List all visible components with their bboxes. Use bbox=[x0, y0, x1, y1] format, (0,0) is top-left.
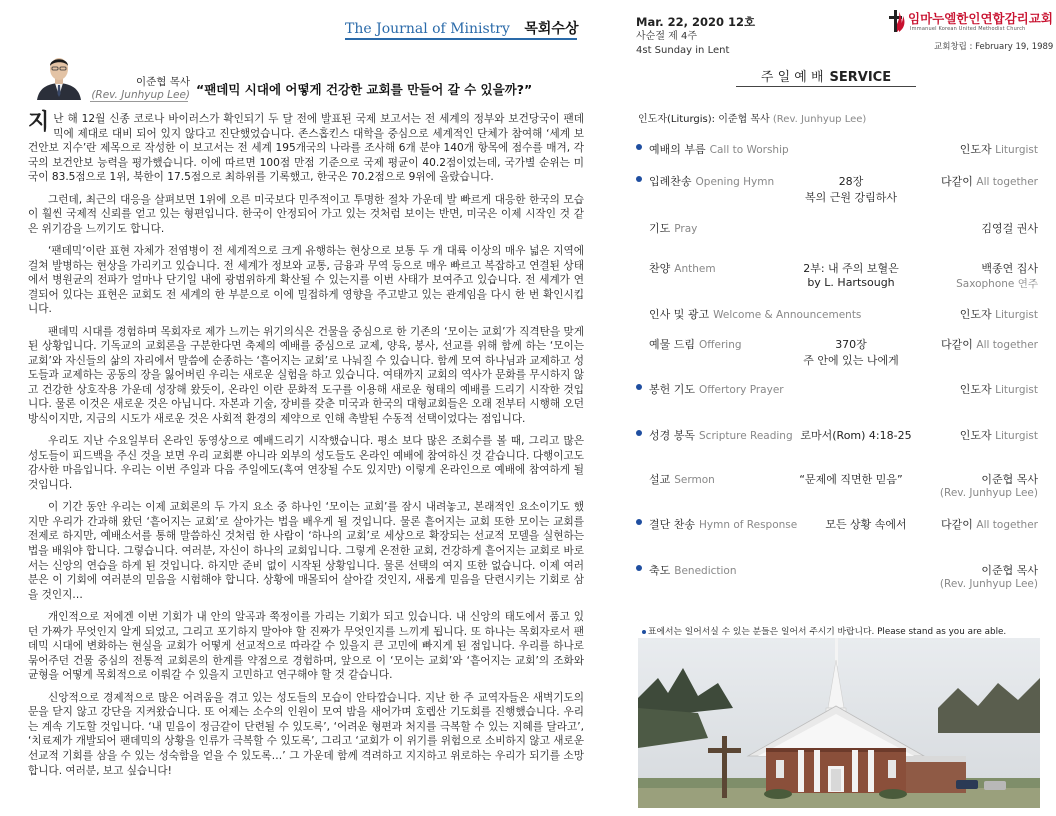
article-headline: “팬데믹 시대에 어떻게 건강한 교회를 만들어 갈 수 있을까?” bbox=[196, 82, 533, 97]
author-byline bbox=[90, 76, 190, 102]
article-body bbox=[28, 109, 584, 786]
liturgis-line bbox=[638, 110, 866, 125]
church-founded: 교회창립 : February 19, 1989 bbox=[934, 42, 1054, 52]
article-paragraph: 우리도 지난 수요일부터 온라인 동영상으로 예배드리기 시작했습니다. 평소 보다 많은 조회수를 볼 때, 그리고 많은 성도들이 피드백을 주신 것을 보면 우리 교회뿐 아니라 외부의 성도들도 온라인 예배에 참여하신 것 같습니다. 다행이고도 감사한 마음입니다. 우리는 이번 주일과 다음 주일에도(혹여 연장될 수도 있지만) 이렇게 온라인으로 예배에 참여하게 될 것입니다. bbox=[28, 435, 584, 492]
article-paragraph: 그런데, 최근의 대응을 살펴보면 1위에 오른 미국보다 민주적이고 투명한 절차 가운데 발 빠르게 대응한 한국의 모습이 훨씬 국제적 신뢰를 얻고 있는 형편입니다. 한국이 안정되어 가고 있는 것처럼 보이는 반면, 미국은 이제 시작인 것 같은 위기감을 느끼기도 합니다. bbox=[28, 193, 584, 235]
service-title-ko: 주 일 예 배 bbox=[760, 70, 824, 85]
article-dropcap: 지 bbox=[28, 109, 50, 135]
season-ko: 사순절 제 4주 bbox=[636, 31, 698, 42]
article-paragraph: 개인적으로 저에겐 이번 기회가 내 안의 알곡과 쭉정이를 가리는 기회가 되고 있습니다. 내 신앙의 태도에서 품고 있던 가짜가 무엇인지 알게 되었고, 그리고 포기하지 말아야 할 진짜가 무엇인지를 느끼게 됩니다. 또 하나는 목회자로서 팬데믹 시대에 변화하는 현실을 교회가 어떻게 선교적으로 따라갈 수 있을지 큰 고민에 빠지게 된 점입니다. 우리를 하나로 묶어주던 건물 중심의 전통적 교회론의 한계를 약점으로 경험하며, 앞으로 이 ‘모이는 교회’와 ‘흩어지는 교회’의 조화와 균형을 어떻게 목회적으로 이뤄갈 수 있을지 고민하고 연구해야 할 것 같습니다. bbox=[28, 610, 584, 682]
bullet-icon bbox=[642, 630, 646, 634]
service-title bbox=[736, 66, 916, 85]
journal-title-ko: 목회수상 bbox=[524, 21, 579, 37]
church-logo bbox=[886, 8, 1053, 38]
article-paragraph: 신앙적으로 경제적으로 많은 어려움을 겪고 있는 성도들의 모습이 안타깝습니다. 지난 한 주 교역자들은 새벽기도의 문을 닫지 않고 강단을 지켜왔습니다. 또 어제는 소수의 인원이 모여 밤을 새어가며 호렙산 기도회를 진행했습니다. 우리는 계속 기도할 것입니다. ‘내 믿음이 정금같이 단련될 수 있도록’, ‘어려운 형편과 처지를 극복할 수 있는 지혜를 달라고’, ‘치료제가 개발되어 팬데믹의 상황을 인류가 극복할 수 있도록’, 그리고 ‘교회가 이 위기를 위험으로 소비하지 않고 새로운 선교적 기회를 삼을 수 있는 성숙함을 얻을 수 있도록…’ 그 가운데 함께 격려하고 지지하고 위로하는 우리가 되기를 소망합니다. 여러분, 보고 싶습니다! bbox=[28, 691, 584, 777]
author-name-en: (Rev. Junhyup Lee) bbox=[91, 89, 190, 101]
article-paragraph: 지난 해 12월 신종 코로나 바이러스가 확인되기 두 달 전에 발표된 국제 보고서는 전 세계의 정부와 보건당국이 팬데믹에 제대로 대비 되어 있지 않다고 진단했었습니다. 존스홉킨스 대학을 중심으로 세계적인 단체가 참여해 ‘세계 보건안보 지수’란 제목으로 작성한 이 보고서는 전 세계 195개국의 나라를 조사해 6개 분야 140개 항목에 점수를 매겨, 각 국의 보건안보 능력을 평가했습니다. 이에 따르면 100점 만점 기준으로 국제 평균이 40.2점이었는데, 국가별 순위는 미국이 83.5점으로 1위, 북한이 17.5점으로 최하위를 기록했고, 한국은 70.2점으로 9위에 올랐습니다. bbox=[28, 109, 584, 184]
service-title-rule bbox=[736, 86, 916, 87]
bullet-icon bbox=[636, 384, 642, 390]
church-name-ko: 임마누엘한인연합감리교회 bbox=[908, 11, 1053, 26]
cross-flame-icon bbox=[886, 8, 906, 34]
church-building-photo bbox=[638, 638, 1040, 808]
journal-header-rule bbox=[345, 38, 577, 40]
liturgis-en: (Rev. Junhyup Lee) bbox=[772, 114, 867, 125]
article-paragraph: 팬데믹 시대를 경험하며 목회자로 제가 느끼는 위기의식은 건물을 중심으로 한 기존의 ‘모이는 교회’가 직격탄을 맞게 된 상황입니다. 기독교의 교회론을 구분한다면 축제의 예배를 중심으로 교제, 양육, 봉사, 선교를 위해 함께 하는 ‘모이는 교회’와 자신들의 삶의 자리에서 말씀에 순종하는 ‘흩어지는 교회’로 나눠질 수 있습니다. 함께 모여 하나님과 교제하고 성도들과 교제하는 공동의 장을 잃어버린 우리는 새로운 실험을 하고 있습니다. 여태까지 교회의 역사가 문화를 무시하지 않고 건강한 상호작용 가운데 성장해 왔듯이, 온라인 이란 문화적 도구를 이용해 새로운 형태의 예배를 드리기 시작한 것입니다. 물론 이것은 새로운 것은 아닙니다. 자본과 기술, 장비를 갖춘 미국과 한국의 대형교회들은 오래 전부터 시행해 오던 방식이지만, 지금의 시도가 새로운 것은 사회적 환경의 제약으로 인해 촉발된 수동적 선택이었다는 점입니다. bbox=[28, 325, 584, 426]
journal-header bbox=[345, 18, 578, 38]
author-photo bbox=[33, 52, 85, 100]
bullet-icon bbox=[636, 176, 642, 182]
author-name-ko: 이준협 목사 bbox=[135, 76, 190, 88]
bulletin-season bbox=[636, 30, 729, 58]
bulletin-page: Mar. 22, 2020 12호 사순절 제 4주 4st Sunday in Lent 임마누엘한인연합감리교회 Immanuel Korean United Methodist Church 교회창립 : February 19, 1989 주 일 예 배 SERVICE 인도자(Liturgis): 이준협 목사 (Rev. Junhyup Lee) 예배의 부름 Call to Worship 인도자 Liturgist 입례찬송 Opening Hymn 28장 복의 근원 강림하사 다같이 All together 기도 Pray 김영걸 권사 찬양 Anthem 2부: 내 주의 보혈은 by L. Hartsough 백종연 집사 Saxophone 연주 인사 및 광고 Welcome & Announcements 인도자 Liturgist 예물 드림 Offering 370장 주 안에 있는 나에게 다같이 All together 봉헌 기도 Offertory Prayer 인도자 Liturgist 성경 봉독 Scripture Reading 로마서(Rom) 4:18-25 인도자 Liturgist 설교 Sermon “문제에 직면한 믿음” 이준협 목사 (Rev. Junhyup Lee) 결단 찬송 Hymn of Response 모든 상황 속에서 다같이 All together 축도 Benediction 이준협 목사 (Rev. Junhyup Lee) 표에서는 일어서실 수 있는 분들은 일어서 주시기 바랍니다. Please stand as you are able. bbox=[616, 0, 1056, 816]
article-paragraph: ‘팬데믹’이란 표현 자체가 전염병이 전 세계적으로 크게 유행하는 현상으로 보통 두 개 대륙 이상의 매우 넓은 지역에 걸쳐 발병하는 현상을 가리키고 있습니다. 전 세계가 정보와 교통, 금융과 무역 등으로 매우 빠르고 복잡하고 연결된 상태에서 병원균의 전파가 얼마나 단기일 내에 광범위하게 확산될 수 있는지를 이번 사태가 보여주고 있습니다. 전 세계가 연결되어 있다는 표현은 교회도 전 세계의 한 부분으로 이에 밀접하게 영향을 주고받고 있는 관계임을 다시 한 번 확인시킵니다. bbox=[28, 244, 584, 316]
service-title-en: SERVICE bbox=[829, 70, 892, 85]
bullet-icon bbox=[636, 519, 642, 525]
journal-title-en: The Journal of Ministry bbox=[345, 21, 510, 37]
liturgis-ko: 인도자(Liturgis): 이준협 목사 bbox=[638, 114, 770, 125]
bullet-icon bbox=[636, 430, 642, 436]
season-en: 4st Sunday in Lent bbox=[636, 45, 730, 56]
bullet-icon bbox=[636, 144, 642, 150]
article-paragraph: 이 기간 동안 우리는 이제 교회론의 두 가지 요소 중 하나인 ‘모이는 교회’를 잠시 내려놓고, 본래적인 요소이기도 했지만 우리가 간과해 왔던 ‘흩어지는 교회’로 살아가는 법을 배우게 될 것입니다. 물론 흩어지는 교회 또한 모이는 교회를 전제로 하지만, 예배소서를 통해 말씀하신 것처럼 한 사람이 ‘하나의 교회’로 세상으로 확장되는 선교적 모델을 실현하는 법을 배워야 합니다. 그렇습니다. 여러분, 자신이 하나의 교회입니다. 그렇게 온전한 교회, 건강하게 흩어지는 교회로 바로 서는 신앙의 연습을 하게 된 것입니다. 하지만 준비 없이 시작된 상황입니다. 물론 선택의 여지 또한 없습니다. 이제 여러분은 이 기회에 여러분의 믿음을 시험해야 합니다. 상황에 매몰되어 살아갈 것인지, 새롭게 믿음을 단련시키는 기회로 삼을 것인지… bbox=[28, 501, 584, 601]
author-underline bbox=[90, 101, 188, 102]
church-name-en: Immanuel Korean United Methodist Church bbox=[910, 26, 1026, 32]
stand-note: 표에서는 일어서실 수 있는 분들은 일어서 주시기 바랍니다. Please stand as you are able. bbox=[642, 624, 1006, 637]
bulletin-date: Mar. 22, 2020 12호 bbox=[636, 15, 756, 29]
bullet-icon bbox=[636, 565, 642, 571]
